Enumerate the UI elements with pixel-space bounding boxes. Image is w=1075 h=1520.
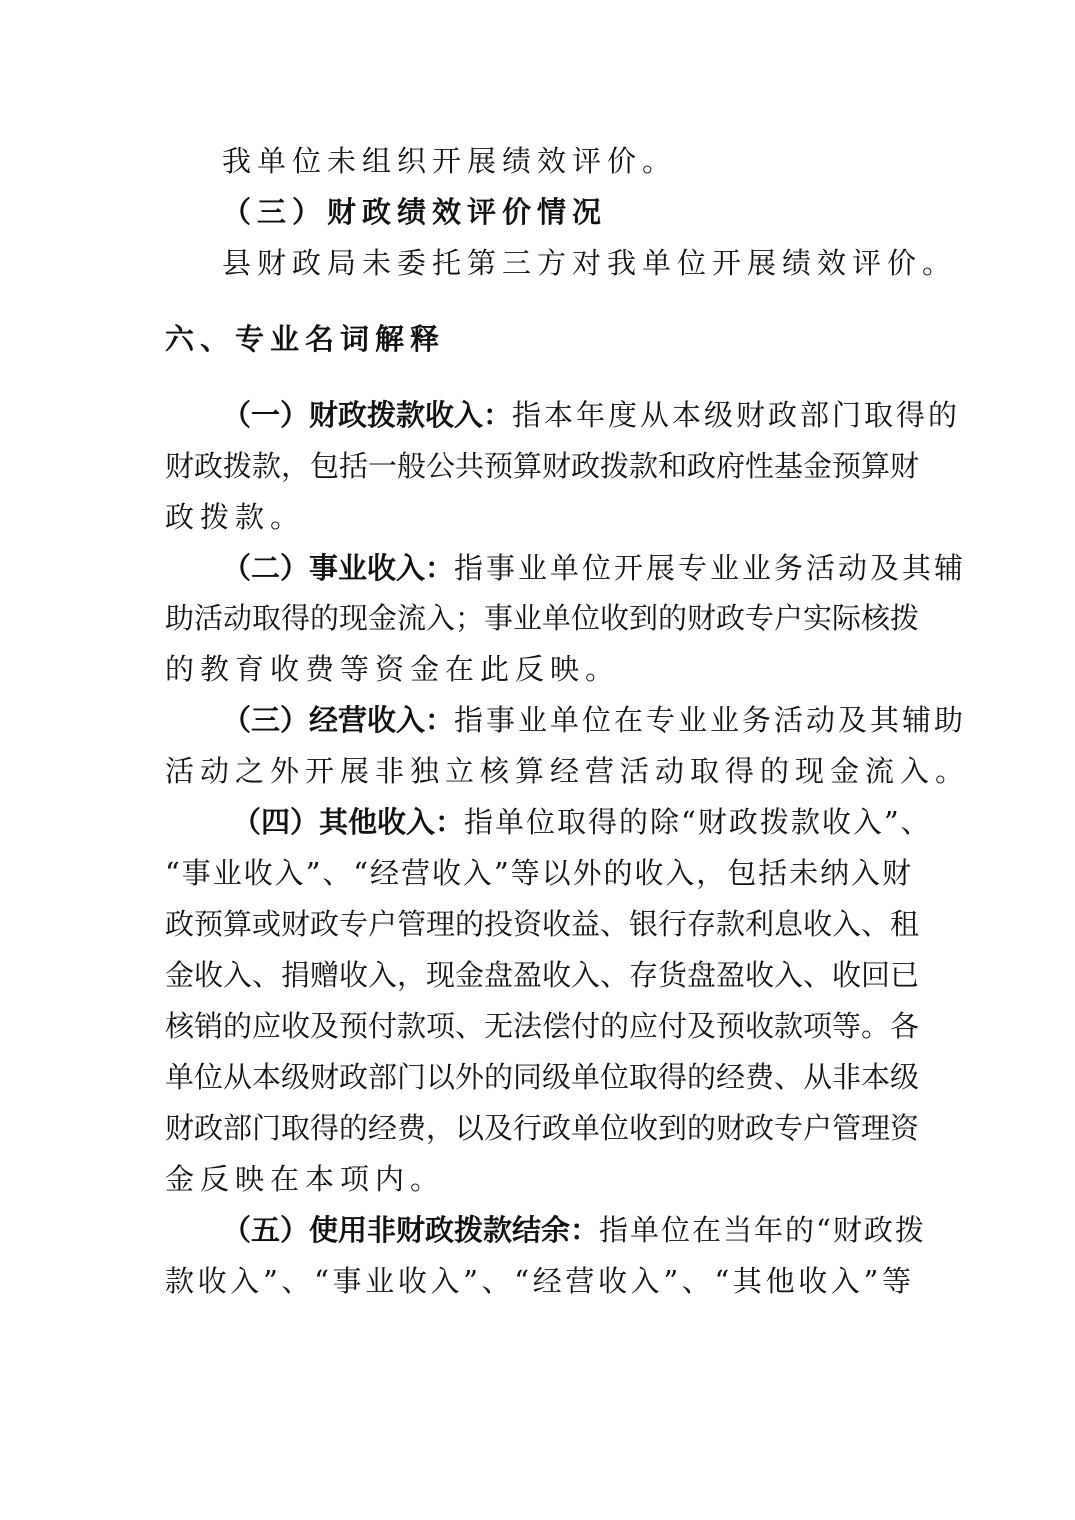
chapter-heading: 六、专业名词解释	[165, 322, 446, 356]
term-label: （一）财政拨款收入：	[222, 398, 513, 432]
term-definition: 指事业单位在专业业务活动及其辅助	[454, 703, 967, 737]
paragraph-line: 的教育收费等资金在此反映。	[165, 652, 621, 686]
term-line	[222, 548, 966, 588]
paragraph-line: 核销的应收及预付款项、无法偿付的应付及预收款项等。各	[165, 1009, 920, 1043]
paragraph-line: “事业收入”、“经营收入”等以外的收入，包括未纳入财	[165, 856, 911, 890]
term-line	[232, 802, 932, 842]
term-line	[222, 700, 966, 740]
term-label: （四）其他收入：	[232, 805, 465, 839]
paragraph-line: 政拨款。	[165, 500, 306, 534]
paragraph-line: 政预算或财政专户管理的投资收益、银行存款利息收入、租	[165, 907, 920, 941]
paragraph-line: 财政拨款，包括一般公共预算财政拨款和政府性基金预算财	[165, 449, 920, 483]
section-heading: （三）财政绩效评价情况	[222, 195, 608, 229]
term-definition: 指单位取得的除“财政拨款收入”、	[464, 805, 932, 839]
term-label: （五）使用非财政拨款结余：	[222, 1213, 600, 1247]
paragraph-line: 单位从本级财政部门以外的同级单位取得的经费、从非本级	[165, 1060, 920, 1094]
term-definition: 指单位在当年的“财政拨	[599, 1213, 926, 1247]
paragraph-line: 金收入、捐赠收入，现金盘盈收入、存货盘盈收入、收回已	[165, 958, 920, 992]
paragraph-line: 财政部门取得的经费，以及行政单位收到的财政专户管理资	[165, 1111, 920, 1145]
paragraph-line: 县财政局未委托第三方对我单位开展绩效评价。	[222, 246, 958, 280]
paragraph-line: 助活动取得的现金流入；事业单位收到的财政专户实际核拨	[165, 601, 920, 635]
term-definition: 指本年度从本级财政部门取得的	[512, 398, 961, 432]
term-label: （三）经营收入：	[222, 703, 455, 737]
paragraph-line: 活动之外开展非独立核算经营活动取得的现金流入。	[165, 754, 971, 788]
term-definition: 指事业单位开展专业业务活动及其辅	[454, 551, 967, 585]
term-line	[222, 1210, 926, 1250]
paragraph-line: 我单位未组织开展绩效评价。	[222, 144, 678, 178]
paragraph-line: 款收入”、“事业收入”、“经营收入”、“其他收入”等	[165, 1264, 911, 1298]
term-line	[222, 395, 961, 435]
paragraph-line: 金反映在本项内。	[165, 1162, 446, 1196]
term-label: （二）事业收入：	[222, 551, 455, 585]
